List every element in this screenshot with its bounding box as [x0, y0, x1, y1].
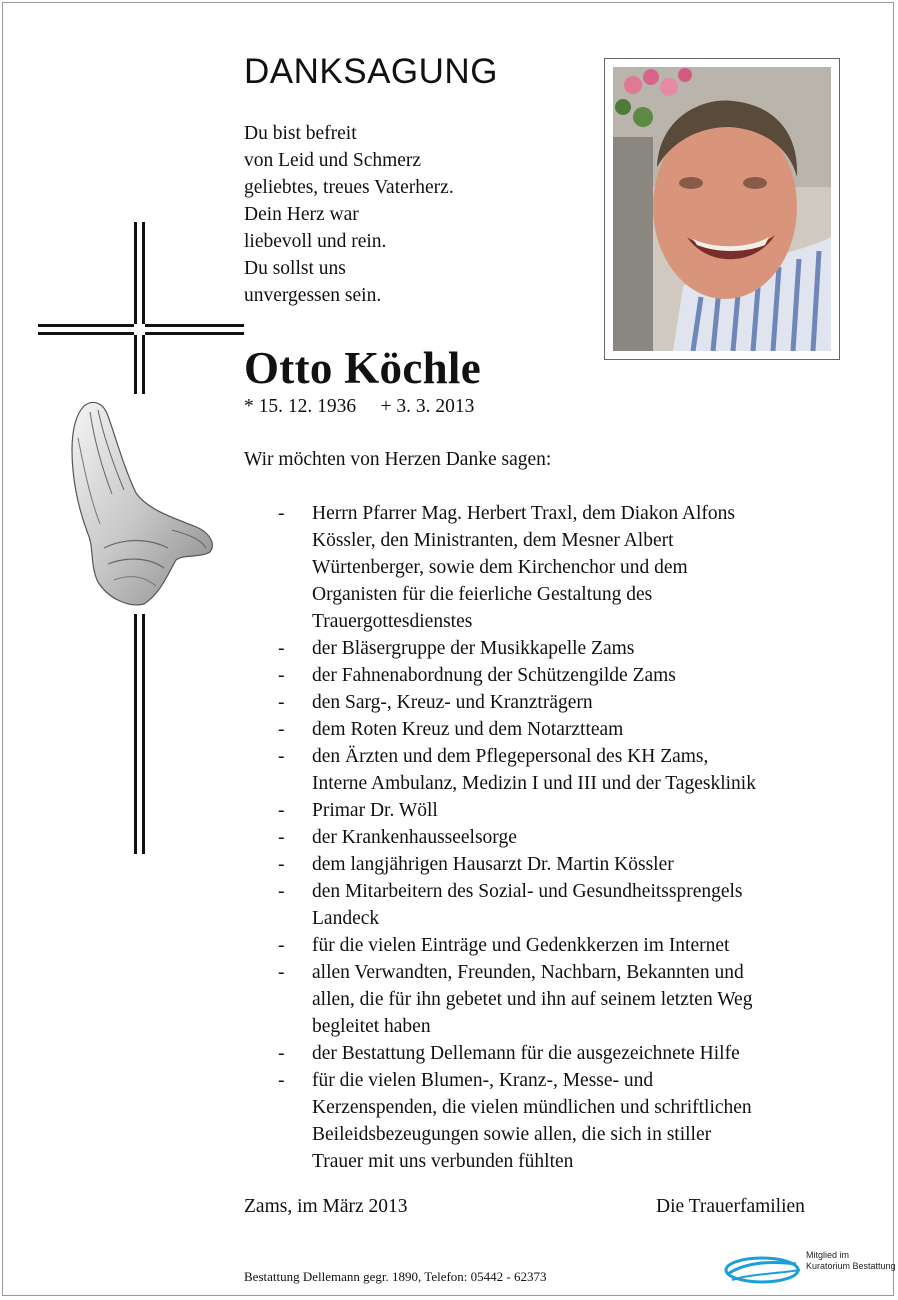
- list-item: [278, 500, 858, 635]
- list-item: [278, 1067, 858, 1175]
- bullet-dash: -: [278, 827, 285, 848]
- list-item-line: Kerzenspenden, die vielen mündlichen und schriftlichen: [312, 1097, 752, 1118]
- list-item-line: den Ärzten und dem Pflegepersonal des KH Zams,: [312, 746, 709, 767]
- list-item: [278, 662, 858, 689]
- list-item-line: allen, die für ihn gebetet und ihn auf seinem letzten Weg: [312, 989, 753, 1010]
- list-item-line: der Bestattung Dellemann für die ausgezeichnete Hilfe: [312, 1043, 740, 1064]
- bullet-dash: -: [278, 854, 285, 875]
- list-item: [278, 959, 858, 1040]
- list-item-line: Interne Ambulanz, Medizin I und III und der Tagesklinik: [312, 773, 756, 794]
- list-item-line: den Mitarbeitern des Sozial- und Gesundheitssprengels: [312, 881, 743, 902]
- place-date: Zams, im März 2013: [244, 1196, 408, 1217]
- poem-line: von Leid und Schmerz: [244, 150, 422, 171]
- list-item: [278, 797, 858, 824]
- list-item-line: Primar Dr. Wöll: [312, 800, 438, 821]
- logo-text: [806, 1250, 896, 1272]
- bullet-dash: -: [278, 719, 285, 740]
- list-item-line: allen Verwandten, Freunden, Nachbarn, Bekannten und: [312, 962, 744, 983]
- list-item-line: Würtenberger, sowie dem Kirchenchor und dem: [312, 557, 688, 578]
- portrait-frame: [604, 58, 840, 360]
- poem: [244, 120, 454, 309]
- list-item: [278, 851, 858, 878]
- thanks-list: [278, 500, 858, 1175]
- bullet-dash: -: [278, 665, 285, 686]
- bullet-dash: -: [278, 935, 285, 956]
- list-item-line: begleitet haben: [312, 1016, 431, 1037]
- list-item-line: für die vielen Blumen-, Kranz-, Messe- und: [312, 1070, 654, 1091]
- list-item: [278, 635, 858, 662]
- list-item-line: den Sarg-, Kreuz- und Kranzträgern: [312, 692, 593, 713]
- bullet-dash: -: [278, 692, 285, 713]
- bullet-dash: -: [278, 1043, 285, 1064]
- list-item: [278, 689, 858, 716]
- list-item: [278, 932, 858, 959]
- list-item-line: Organisten für die feierliche Gestaltung des: [312, 584, 653, 605]
- bullet-dash: -: [278, 1070, 285, 1091]
- list-item-line: Beileidsbezeugungen sowie allen, die sich in stiller: [312, 1124, 712, 1145]
- list-item-line: Herrn Pfarrer Mag. Herbert Traxl, dem Diakon Alfons: [312, 503, 735, 524]
- bullet-dash: -: [278, 800, 285, 821]
- list-item-line: der Fahnenabordnung der Schützengilde Zams: [312, 665, 676, 686]
- poem-line: Du sollst uns: [244, 258, 346, 279]
- list-item: [278, 824, 858, 851]
- kuratorium-logo-icon: [722, 1248, 806, 1290]
- poem-line: Dein Herz war: [244, 204, 359, 225]
- deceased-name: Otto Köchle: [244, 343, 482, 393]
- poem-line: Du bist befreit: [244, 123, 357, 144]
- poem-line: liebevoll und rein.: [244, 231, 387, 252]
- thanks-intro: Wir möchten von Herzen Danke sagen:: [244, 449, 552, 470]
- kuratorium-logo: [722, 1248, 896, 1290]
- bullet-dash: -: [278, 746, 285, 767]
- bullet-dash: -: [278, 962, 285, 983]
- signature: Die Trauerfamilien: [656, 1196, 805, 1217]
- footer-contact: Bestattung Dellemann gegr. 1890, Telefon: 05442 - 62373: [244, 1269, 547, 1284]
- list-item: [278, 878, 858, 932]
- praying-hands-icon: [64, 398, 216, 608]
- list-item-line: dem langjährigen Hausarzt Dr. Martin Kössler: [312, 854, 674, 875]
- list-item: [278, 716, 858, 743]
- life-dates: * 15. 12. 1936 + 3. 3. 2013: [244, 396, 475, 417]
- list-item-line: Trauergottesdienstes: [312, 611, 473, 632]
- bullet-dash: -: [278, 881, 285, 902]
- list-item: [278, 1040, 858, 1067]
- page-title: DANKSAGUNG: [244, 52, 498, 91]
- list-item-line: der Krankenhausseelsorge: [312, 827, 517, 848]
- portrait-photo: [613, 67, 831, 351]
- bullet-dash: -: [278, 638, 285, 659]
- list-item: [278, 743, 858, 797]
- list-item-line: für die vielen Einträge und Gedenkkerzen im Internet: [312, 935, 730, 956]
- list-item-line: Trauer mit uns verbunden fühlten: [312, 1151, 574, 1172]
- poem-line: geliebtes, treues Vaterherz.: [244, 177, 454, 198]
- list-item-line: der Bläsergruppe der Musikkapelle Zams: [312, 638, 635, 659]
- list-item-line: Landeck: [312, 908, 380, 929]
- logo-text-line: Kuratorium Bestattung: [806, 1261, 896, 1271]
- list-item-line: dem Roten Kreuz und dem Notarztteam: [312, 719, 624, 740]
- list-item-line: Kössler, den Ministranten, dem Mesner Albert: [312, 530, 674, 551]
- bullet-dash: -: [278, 503, 285, 524]
- logo-text-line: Mitglied im: [806, 1250, 850, 1260]
- poem-line: unvergessen sein.: [244, 285, 382, 306]
